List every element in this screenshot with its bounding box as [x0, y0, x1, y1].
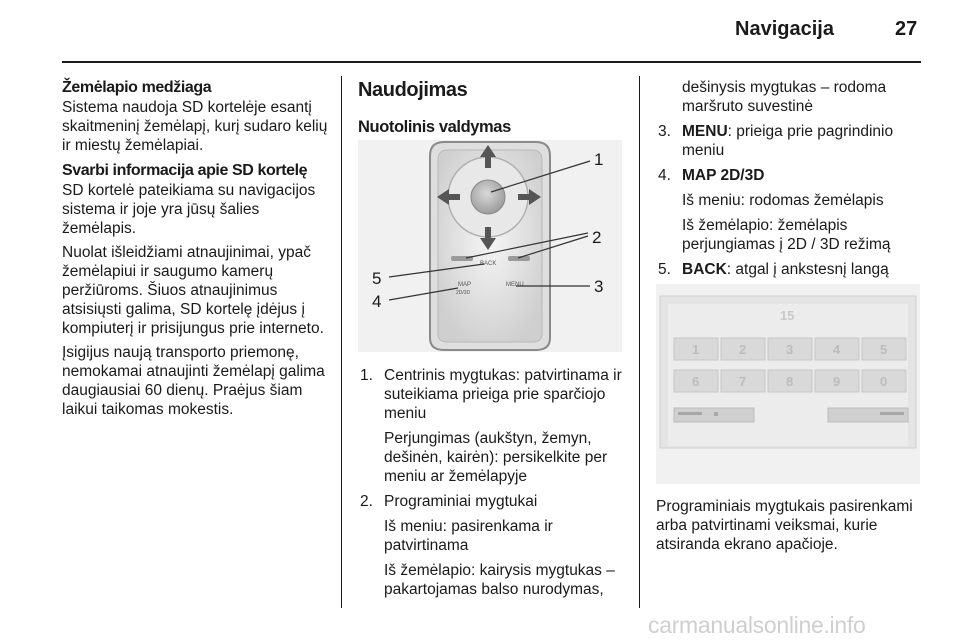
key-label: 1: [692, 342, 700, 357]
list-subtext: Iš žemėlapio: žemėlapis perjungiamas į 2D / 3D režimą: [682, 217, 891, 253]
list-number: 1.: [360, 367, 373, 384]
key-label: 9: [833, 374, 841, 389]
keyword: BACK: [682, 261, 727, 278]
watermark: carmanualsonline.info: [648, 612, 866, 638]
key-label: 6: [692, 374, 700, 389]
keyword: MAP 2D/3D: [682, 167, 765, 184]
key-label: 2: [739, 342, 747, 357]
section-title-map-data: Žemėlapio medžiaga: [62, 79, 212, 96]
list-item: [358, 492, 628, 599]
list-subtext: Iš žemėlapio: kairysis mygtukas – pakartojamas balso nurodymas,: [384, 562, 615, 598]
display-value: 15: [780, 308, 795, 323]
list-number: 3.: [658, 123, 671, 140]
callout-5: 5: [372, 269, 382, 288]
list-item: [358, 366, 628, 486]
list-item: [656, 166, 924, 254]
caption-container: [656, 497, 924, 559]
list-item: [656, 122, 924, 160]
section-title-usage: Naudojimas: [358, 79, 468, 101]
list-number: 4.: [658, 167, 671, 184]
keypad-row-2: [674, 370, 906, 392]
key-label: 7: [739, 374, 747, 389]
key-label: 4: [833, 342, 841, 357]
keypad-row-1: [674, 338, 906, 360]
list-subtext: Iš meniu: pasirenkama ir patvirtinama: [384, 518, 553, 554]
screen-illustration: [656, 284, 920, 484]
map-label-2d3d: 2D/3D: [456, 290, 471, 296]
list-text: : atgal į ankstesnį langą: [726, 261, 889, 278]
callout-3: 3: [594, 277, 604, 296]
section-title-sd-card: Svarbi informacija apie SD kortelę: [62, 162, 308, 179]
list-subtext: Perjungimas (aukštyn, žemyn, dešinėn, kairėn): persikelkite per meniu ar žemėlapyje: [384, 430, 608, 485]
remote-control-figure: [358, 140, 622, 352]
middle-list-container: [358, 366, 628, 605]
key-label: 8: [786, 374, 794, 389]
menu-label: MENU: [506, 282, 524, 288]
softkey-right: [508, 256, 530, 261]
list-text: : prieiga prie pagrindinio meniu: [682, 123, 894, 159]
subsection-title-remote: Nuotolinis valdymas: [358, 118, 511, 136]
callout-2: 2: [592, 228, 602, 247]
list-item: [656, 260, 924, 279]
back-label: BACK: [480, 261, 497, 267]
list-text: Centrinis mygtukas: patvirtinama ir suteikiama prieiga prie sparčiojo meniu: [384, 367, 622, 422]
figure-caption: Programiniais mygtukais pasirenkami arba patvirtinami veiksmai, kurie atsiranda ekrano apačioje.: [656, 498, 913, 553]
list-item-continued: [656, 78, 924, 116]
list-subtext: Iš meniu: rodomas žemėlapis: [682, 192, 884, 209]
paragraph: SD kortelė pateikiama su navigacijos sistema ir joje yra jūsų šalies žemėlapis.: [62, 182, 316, 237]
keyword: MENU: [682, 123, 728, 140]
list-text: Programiniai mygtukai: [384, 493, 538, 510]
remote-control-illustration: [358, 140, 622, 352]
map-label: MAP: [458, 282, 472, 288]
key-label: 3: [786, 342, 794, 357]
callout-1: 1: [594, 150, 604, 169]
screen-figure: [656, 284, 920, 484]
list-text: dešinysis mygtukas – rodoma maršruto suvestinė: [682, 79, 887, 115]
page-number: 27: [895, 18, 918, 40]
center-button: [471, 180, 505, 214]
paragraph: Nuolat išleidžiami atnaujinimai, ypač žemėlapiui ir saugumo kamerų peržiūroms. Šiuos atnaujinimus atsisiųsti galima, SD kortelę įdėjus į kompiuterį ir prisijungus prie interneto.: [62, 244, 324, 337]
left-column: [62, 78, 332, 425]
column-divider-left: [341, 76, 342, 608]
key-label: 0: [880, 374, 888, 389]
right-column: [656, 78, 924, 285]
list-number: 2.: [360, 493, 373, 510]
header-rule: [62, 61, 921, 63]
paragraph: Įsigijus naują transporto priemonę, nemokamai atnaujinti žemėlapį galima daugiausiai 60 dienų. Praėjus šiam laikui taikomas mokestis.: [62, 344, 325, 418]
column-divider-right: [639, 76, 640, 608]
list-number: 5.: [658, 261, 671, 278]
remote-functions-list-cont: [656, 78, 924, 279]
callout-4: 4: [372, 292, 382, 311]
page-header-title: Navigacija: [735, 18, 834, 40]
paragraph: Sistema naudoja SD kortelėje esantį skaitmeninį žemėlapį, kurį sudaro kelių ir miestų žemėlapiai.: [62, 99, 328, 154]
remote-functions-list: [358, 366, 628, 599]
key-label: 5: [880, 342, 888, 357]
